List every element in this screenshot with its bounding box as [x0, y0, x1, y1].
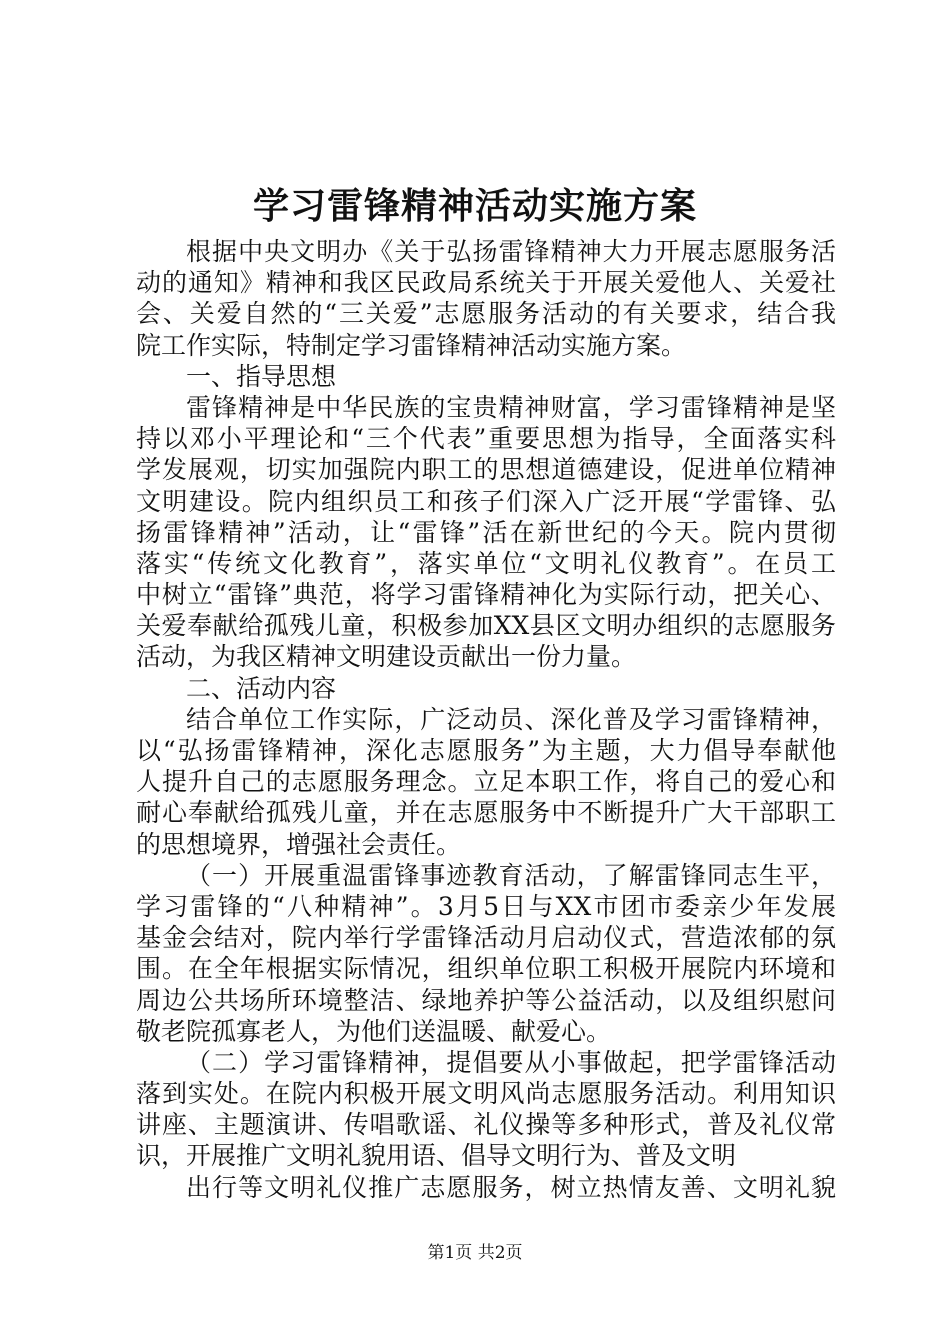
section-heading: 二、活动内容 [186, 673, 337, 703]
body-line: 结合单位工作实际，广泛动员、深化普及学习雷锋精神， [186, 704, 836, 734]
body-line: 文明建设。院内组织员工和孩子们深入广泛开展“学雷锋、弘 [136, 486, 836, 516]
body-line: 中树立“雷锋”典范，将学习雷锋精神化为实际行动，把关心、 [136, 580, 836, 610]
document-body [136, 236, 836, 1203]
body-line: 持以邓小平理论和“三个代表”重要思想为指导，全面落实科 [136, 424, 836, 454]
body-line: 关爱奉献给孤残儿童，积极参加XX县区文明办组织的志愿服务 [136, 611, 836, 641]
section-heading: 一、指导思想 [186, 361, 337, 391]
body-line: 的思想境界，增强社会责任。 [136, 829, 462, 859]
body-line: 围。在全年根据实际情况，组织单位职工积极开展院内环境和 [136, 954, 836, 984]
body-line: 以“弘扬雷锋精神，深化志愿服务”为主题，大力倡导奉献他 [136, 736, 836, 765]
body-line: 学发展观，切实加强院内职工的思想道德建设，促进单位精神 [136, 455, 836, 485]
body-line: 落到实处。在院内积极开展文明风尚志愿服务活动。利用知识 [136, 1079, 836, 1109]
page-footer: 第1页 共2页 [427, 1243, 523, 1263]
body-line: 人提升自己的志愿服务理念。立足本职工作，将自己的爱心和 [136, 767, 836, 797]
body-line: 活动，为我区精神文明建设贡献出一份力量。 [136, 642, 637, 672]
body-line: 院工作实际，特制定学习雷锋精神活动实施方案。 [136, 330, 687, 360]
body-line: 会、关爱自然的“三关爱”志愿服务活动的有关要求，结合我 [136, 299, 836, 329]
body-line: 出行等文明礼仪推广志愿服务，树立热情友善、文明礼貌 [186, 1172, 836, 1202]
body-line: 扬雷锋精神”活动，让“雷锋”活在新世纪的今天。院内贯彻 [136, 517, 836, 547]
body-line: 基金会结对，院内举行学雷锋活动月启动仪式，营造浓郁的氛 [136, 923, 836, 953]
body-line: （二）学习雷锋精神，提倡要从小事做起，把学雷锋活动 [186, 1047, 836, 1077]
body-line: 讲座、主题演讲、传唱歌谣、礼仪操等多种形式，普及礼仪常 [136, 1110, 836, 1140]
document-title: 学习雷锋精神活动实施方案 [252, 186, 697, 227]
body-line: 根据中央文明办《关于弘扬雷锋精神大力开展志愿服务活 [186, 237, 836, 266]
body-line: （一）开展重温雷锋事迹教育活动，了解雷锋同志生平， [186, 860, 836, 890]
body-line: 周边公共场所环境整洁、绿地养护等公益活动，以及组织慰问 [136, 985, 836, 1015]
body-line: 落实“传统文化教育”，落实单位“文明礼仪教育”。在员工 [136, 548, 836, 578]
body-line: 动的通知》精神和我区民政局系统关于开展关爱他人、关爱社 [136, 268, 836, 298]
body-line: 敬老院孤寡老人，为他们送温暖、献爱心。 [136, 1016, 612, 1046]
body-line: 识，开展推广文明礼貌用语、倡导文明行为、普及文明 [136, 1141, 737, 1171]
body-line: 雷锋精神是中华民族的宝贵精神财富，学习雷锋精神是坚 [186, 392, 836, 422]
body-line: 耐心奉献给孤残儿童，并在志愿服务中不断提升广大干部职工 [136, 798, 836, 828]
body-line: 学习雷锋的“八种精神”。3月5日与XX市团市委亲少年发展 [136, 891, 836, 921]
